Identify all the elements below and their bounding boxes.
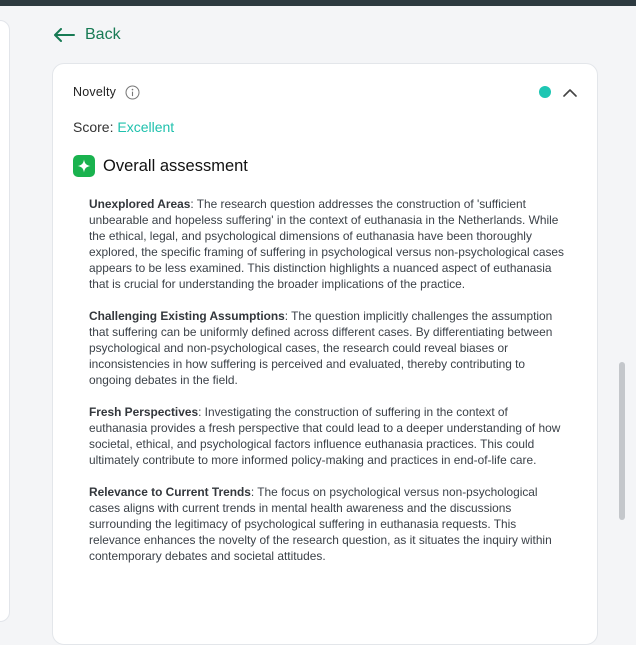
novelty-card — [52, 63, 598, 645]
sparkle-icon — [73, 155, 95, 177]
back-link[interactable] — [53, 24, 121, 46]
assessment-section — [89, 308, 567, 388]
assessment-header — [73, 155, 248, 177]
assessment-section — [89, 196, 567, 292]
score-label: Score: — [73, 119, 114, 135]
assessment-body — [89, 196, 567, 580]
section-heading: Challenging Existing Assumptions — [89, 309, 285, 323]
top-bar — [0, 0, 636, 6]
section-text: : The research question addresses the construction of 'sufficient unbearable and hopeless suffering' in the context of euthanasia in the Netherlands. While the ethical, legal, and psychological dimensions of euthanasia have been thoroughly explored, the specific framing of suffering in psychological versus non-psychological cases appears to be less examined. This distinction highlights a nuanced aspect of euthanasia that is crucial for understanding the broader implications of the practice. — [89, 197, 564, 291]
chevron-up-icon[interactable] — [563, 88, 577, 97]
section-text: : The focus on psychological versus non-psychological cases aligns with current trends in mental health awareness and the discussions surrounding the legitimacy of psychological suffering in euthanasia requests. This relevance enhances the novelty of the research question, as it situates the inquiry within contemporary debates and societal attitudes. — [89, 485, 552, 563]
criterion-label: Novelty — [73, 85, 117, 99]
arrow-left-icon — [53, 28, 75, 42]
score-value: Excellent — [117, 119, 175, 135]
section-text: : Investigating the construction of suffering in the context of euthanasia provides a fresh perspective that could lead to a deeper understanding of how societal, ethical, and psychological factors influence euthanasia practices. This could ultimately contribute to more informed policy-making and practices in end-of-life care. — [89, 405, 561, 467]
score-row — [73, 119, 174, 135]
criterion-header[interactable] — [73, 82, 577, 102]
left-panel-edge — [0, 20, 10, 622]
section-heading: Fresh Perspectives — [89, 405, 199, 419]
status-dot — [539, 86, 551, 98]
section-heading: Relevance to Current Trends — [89, 485, 251, 499]
section-text: : The question implicitly challenges the assumption that suffering can be uniformly defined across different cases. By differentiating between psychological and non-psychological cases, the research could reveal biases or inconsistencies in how suffering is perceived and evaluated, thereby contributing to ongoing debates in the field. — [89, 309, 553, 387]
section-heading: Unexplored Areas — [89, 197, 191, 211]
scrollbar-thumb[interactable] — [619, 362, 625, 520]
assessment-section — [89, 484, 567, 564]
back-label: Back — [85, 26, 121, 43]
scrollbar-track[interactable] — [617, 8, 627, 613]
assessment-section — [89, 404, 567, 468]
assessment-title: Overall assessment — [103, 156, 248, 175]
info-icon[interactable] — [125, 85, 140, 100]
